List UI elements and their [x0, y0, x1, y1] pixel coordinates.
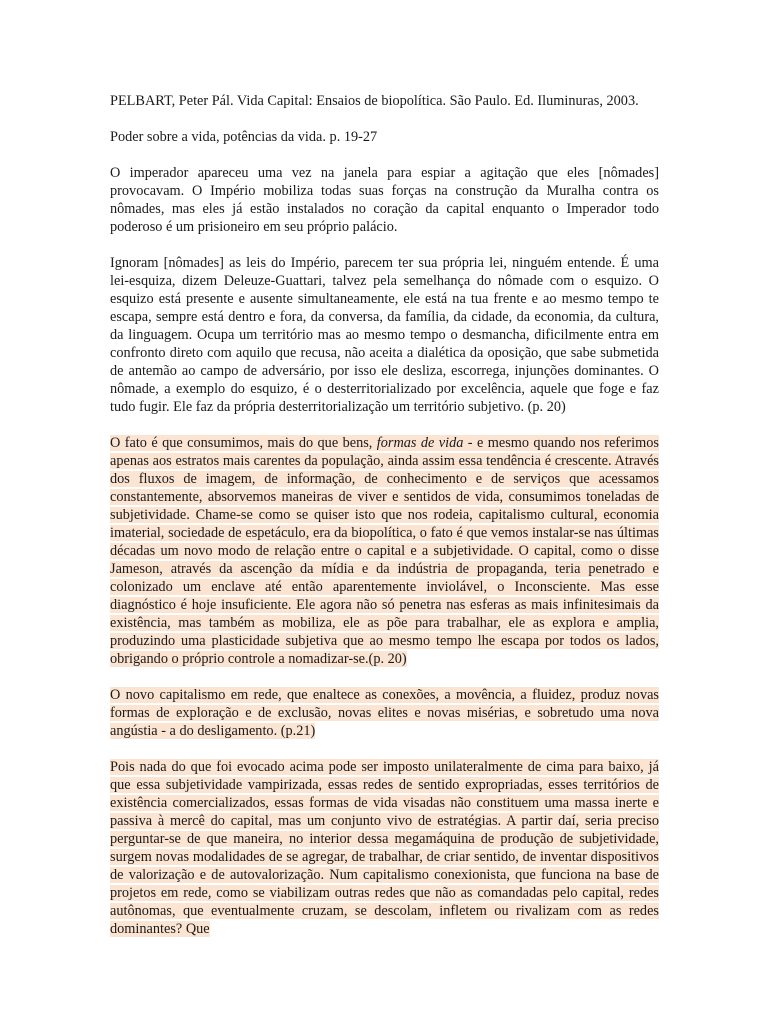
forms-of-life-emphasis: formas de vida [376, 435, 464, 451]
document-page [110, 92, 659, 956]
forms-of-life-intro: O fato é que consumimos, mais do que bens, [110, 435, 377, 451]
forms-of-life-rest: - e mesmo quando nos referimos apenas aos estratos mais carentes da população, ainda assim essa tendência é crescente. Através dos fluxos de imagem, de informação, de conhecimento e de serviços que acessamos constantemente, absorvemos maneiras de viver e sentidos de vida, consumimos toneladas de subjetividade. Chame-se como se quiser isto que nos rodeia, capitalismo cultural, economia imaterial, sociedade de espetáculo, era da biopolítica, o fato é que vemos instalar-se nas últimas décadas um novo modo de relação entre o capital e a subjetividade. O capital, como o disse Jameson, através da ascenção da mídia e da indústria de propaganda, teria penetrado e colonizado um enclave até então aparentemente inviolável, o Inconsciente. Mas esse diagnóstico é hoje insuficiente. Ele agora não só penetra nas esferas as mais infinitesimais da existência, mas também as mobiliza, ele as põe para trabalhar, ele as explora e amplia, produzindo uma plasticidade subjetiva que ao mesmo tempo lhe escapa por todos os lados, obrigando o próprio controle a nomadizar-se.(p. 20) [110, 435, 659, 667]
paragraph-network-capitalism [110, 686, 659, 740]
paragraph-forms-of-life [110, 434, 659, 668]
bibliographic-reference: PELBART, Peter Pál. Vida Capital: Ensaios de biopolítica. São Paulo. Ed. Iluminuras, 2003. [110, 93, 639, 109]
paragraph-strategies [110, 758, 659, 938]
paragraph-nomads-laws: Ignoram [nômades] as leis do Império, parecem ter sua própria lei, ninguém entende. É uma lei-esquiza, dizem Deleuze-Guattari, talvez pela semelhança do nômade com o esquizo. O esquizo está presente e ausente simultaneamente, ele está na tua frente e ao mesmo tempo te escapa, sempre está dentro e fora, da conversa, da família, da cidade, da economia, da cultura, da linguagem. Ocupa um território mas ao mesmo tempo o desmancha, dificilmente entra em confronto direto com aquilo que recusa, não aceita a dialética da oposição, que sabe submetida de antemão ao campo de adversário, por isso ele desliza, escorrega, injunções dominantes. O nômade, a exemplo do esquizo, é o desterritorializado por excelência, aquele que foge e faz tudo fugir. Ele faz da própria desterritorialização um território subjetivo. (p. 20) [110, 255, 659, 415]
highlighted-text: O novo capitalismo em rede, que enaltece as conexões, a movência, a fluidez, produz novas formas de exploração e de exclusão, novas elites e novas misérias, e sobretudo uma nova angústia - a do desligamento. (p.21) [110, 687, 659, 739]
section-title: Poder sobre a vida, potências da vida. p. 19-27 [110, 129, 378, 145]
highlighted-text: Pois nada do que foi evocado acima pode ser imposto unilateralmente de cima para baixo, já que essa subjetividade vampirizada, essas redes de sentido expropriadas, esses territórios de existência comercializados, essas formas de vida visadas não constituem uma massa inerte e passiva à mercê do capital, mas um conjunto vivo de estratégias. A partir daí, seria preciso perguntar-se de que maneira, no interior dessa megamáquina de produção de subjetividade, surgem novas modalidades de se agregar, de trabalhar, de criar sentido, de inventar dispositivos de valorização e de autovalorização. Num capitalismo conexionista, que funciona na base de projetos em rede, como se viabilizam outras redes que não as comandadas pelo capital, redes autônomas, que eventualmente cruzam, se descolam, infletem ou rivalizam com as redes dominantes? Que [110, 759, 659, 937]
paragraph-emperor: O imperador apareceu uma vez na janela para espiar a agitação que eles [nômades] provocavam. O Império mobiliza todas suas forças na construção da Muralha contra os nômades, mas eles já estão instalados no coração da capital enquanto o Imperador todo poderoso é um prisioneiro em seu próprio palácio. [110, 165, 659, 235]
highlighted-text [110, 435, 659, 667]
